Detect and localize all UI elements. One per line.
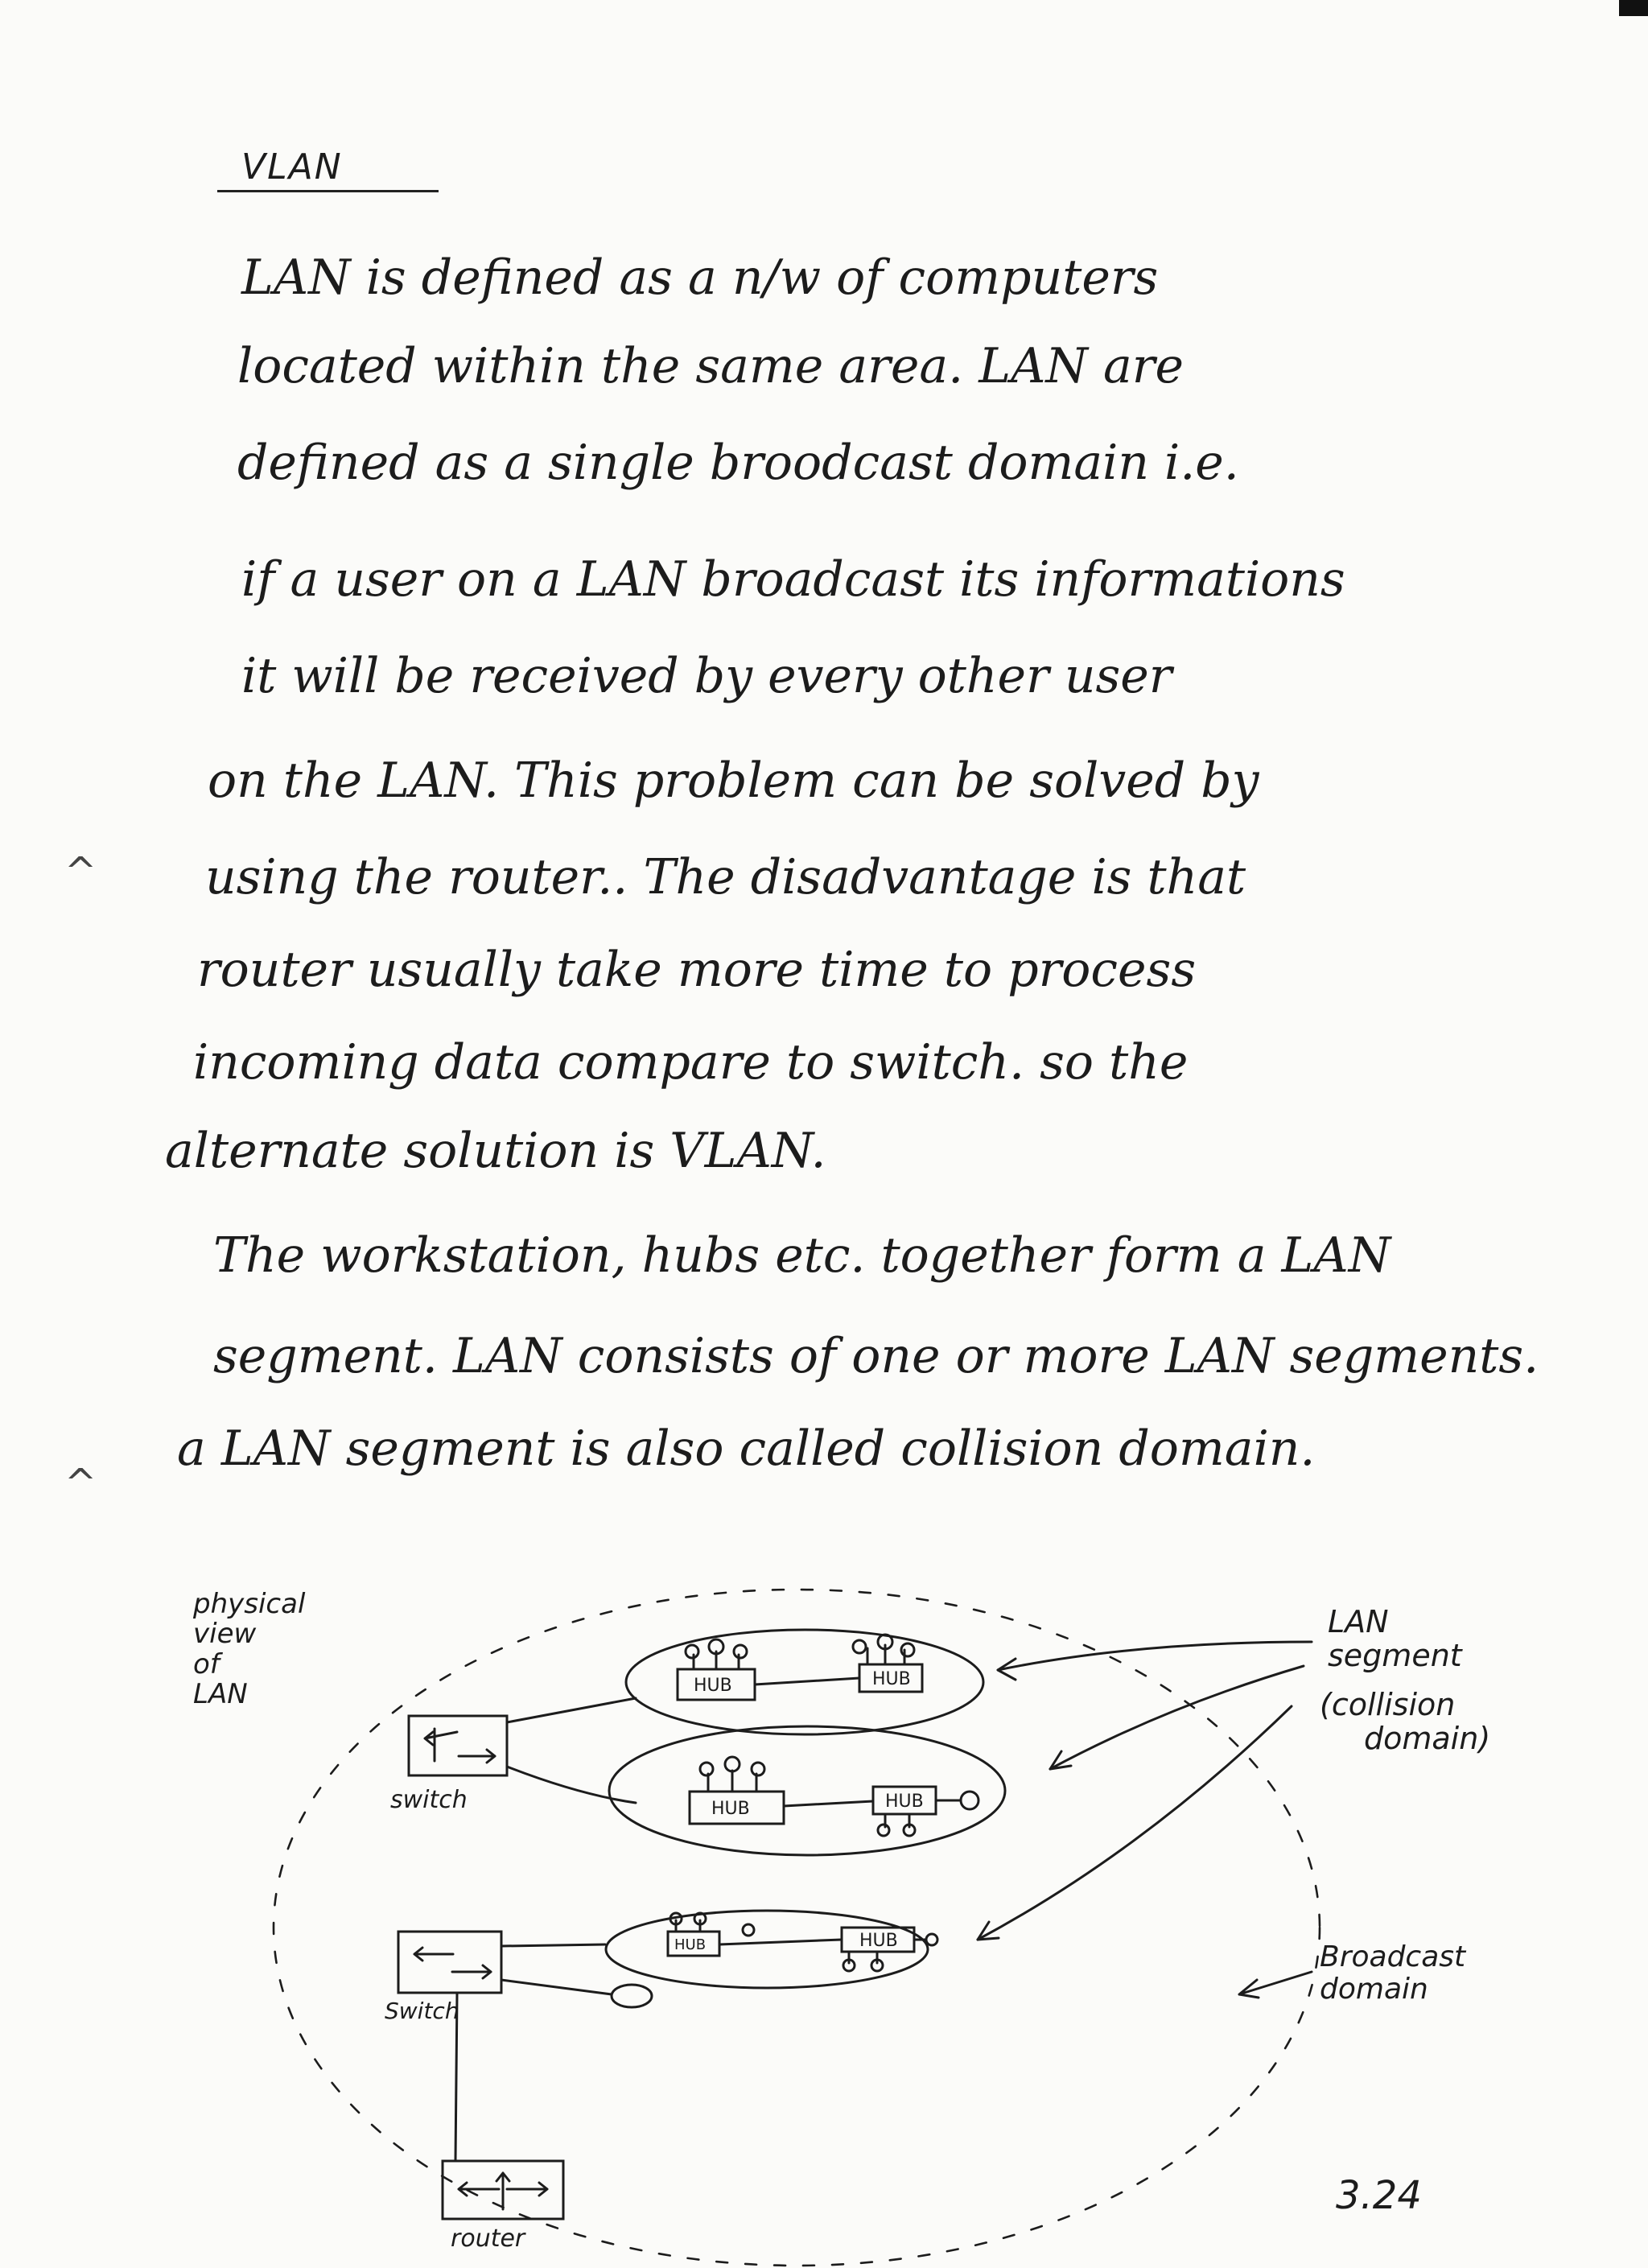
- text-line: alternate solution is VLAN.: [165, 1123, 826, 1179]
- text-line: if a user on a LAN broadcast its informations: [241, 551, 1345, 608]
- margin-mark: ^: [64, 849, 97, 894]
- switch-label: switch: [390, 1786, 468, 1814]
- hub-label: HUB: [694, 1676, 732, 1696]
- switch-box: [398, 1932, 501, 1993]
- hub-label: HUB: [711, 1799, 750, 1819]
- switch-label: Switch: [385, 1998, 459, 2024]
- margin-mark: ^: [64, 1461, 97, 1506]
- broadcast-domain-label: Broadcast domain: [1320, 1940, 1466, 2006]
- text-line: a LAN segment is also called collision domain.: [177, 1421, 1316, 1477]
- router-label: router: [451, 2225, 525, 2253]
- broadcast-domain-boundary: [274, 1590, 1320, 2266]
- lan-segment-label: LAN segment: [1328, 1604, 1462, 1673]
- hub-label: HUB: [872, 1669, 911, 1689]
- text-line: incoming data compare to switch. so the: [193, 1034, 1189, 1091]
- switch-box: [409, 1716, 507, 1775]
- collision-domain-label: (collision domain): [1320, 1687, 1491, 1756]
- page-number: 3.24: [1336, 2173, 1422, 2218]
- text-line: using the router.. The disadvantage is that: [205, 849, 1246, 905]
- physical-view-label: physical view of LAN: [193, 1588, 306, 1711]
- text-line: on the LAN. This problem can be solved by: [208, 753, 1259, 809]
- lan-segment-ellipse: [609, 1726, 1005, 1855]
- text-line: router usually take more time to process: [197, 942, 1197, 998]
- page-title: VLAN: [241, 146, 343, 188]
- text-line: LAN is defined as a n/w of computers: [241, 249, 1159, 306]
- text-line: located within the same area. LAN are: [237, 338, 1184, 394]
- hub-label: HUB: [674, 1936, 707, 1953]
- text-line: it will be received by every other user: [241, 648, 1172, 704]
- text-line: defined as a single broodcast domain i.e.: [237, 435, 1239, 491]
- hub-label: HUB: [859, 1931, 898, 1951]
- text-line: segment. LAN consists of one or more LAN segments.: [213, 1328, 1539, 1384]
- hub-label: HUB: [885, 1792, 924, 1812]
- text-line: The workstation, hubs etc. together form a LAN: [213, 1227, 1391, 1284]
